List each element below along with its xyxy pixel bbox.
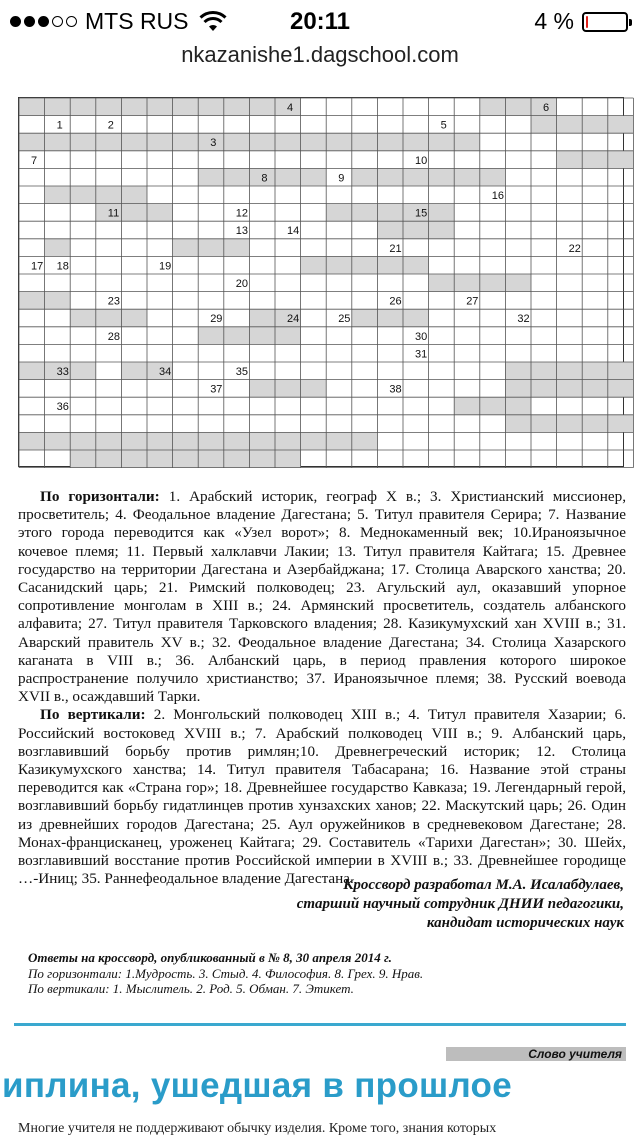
clue-number-27: 27 [466,295,479,308]
section-divider [14,1023,626,1026]
crossword-block [557,151,634,169]
clue-number-34: 34 [159,366,172,378]
crossword-block [505,380,633,398]
address-bar[interactable] [0,42,640,78]
clue-number-32: 32 [517,313,530,326]
clue-number-35: 35 [235,366,249,378]
author-line-3: кандидат исторических наук [426,915,624,931]
clue-number-14: 14 [287,225,300,238]
crossword-block [377,221,454,239]
clue-number-17: 17 [31,260,44,273]
clue-number-38: 38 [389,383,402,396]
author-line-2: старший научный сотрудник ДНИИ педагогики, [296,896,624,912]
answers-vertical: По вертикали: 1. Мыслитель. 2. Род. 5. Обман. 7. Этикет. [28,981,354,997]
url-text[interactable]: nkazanishe1.dagschool.com [181,42,459,67]
clue-number-26: 26 [389,295,402,308]
clues-vertical [18,706,626,888]
crossword-block [454,397,531,415]
author-line-1: Кроссворд разработал М.А. Исалабдулаев, [343,877,624,893]
clue-number-21: 21 [389,242,402,255]
battery-level [586,16,588,28]
crossword-block [326,204,454,222]
clues-vertical-heading: По вертикали: [40,706,146,724]
clock: 20:11 [289,8,351,35]
clues-horizontal-heading: По горизонтали: [40,488,160,505]
answers-block [28,950,618,997]
clue-number-29: 29 [210,313,223,326]
clues-horizontal-body: 1. Арабский историк, географ X в.; 3. Христианский миссионер, просветитель; 4. Феодальное владение Дагестана; 5. Титул правителя Серира; 7. Название этого города переводится как «Узел ворот»; 8. Меднокаменный век; 10.Ираноязычное кочевое племя; 11. Первый халклавчи Лакии; 13. Титул правителя Кайтага; 15. Древнее государство на территории Дагестана и Азербайджана; 17. Столица Аварского ханства; 20. Сасанидский царь; 21. Римский полководец; 23. Агульский аул, оказавший упорное сопротивление монголам в XIII в.; 24. Армянский просветитель, создатель албанского алфавита; 27. Титул правителя Тарковского владения; 28. Казикумухский хан XVIII в.; 31. Аварский правитель XV в.; 32. Феодальное владение Дагестана; 34. Столица Хазарского каганата в VIII в.; 36. Албанский царь, в период правления которого широкое распространение получило христианство; 37. Ираноязычное племя; 38. Русский воевода XVII в., осаждавший Тарки. [18,488,627,706]
clue-number-15: 15 [415,207,428,220]
clue-number-36: 36 [56,401,69,414]
clue-number-11: 11 [107,207,120,220]
clue-number-30: 30 [415,330,428,343]
clue-number-2: 2 [107,119,114,132]
cut-off-text: Многие учителя не поддерживают обычку изделия. Кроме того, знания которых [18,1121,497,1136]
author-credit [297,876,624,933]
crossword-block [249,380,326,398]
clue-number-19: 19 [159,260,172,273]
section-tag: Слово учителя [446,1047,626,1061]
status-bar [0,0,640,42]
clue-number-22: 22 [568,242,581,255]
article-headline: иплина, ушедшая в прошлое [2,1066,512,1105]
crossword-block [70,309,147,327]
clue-number-12: 12 [235,207,249,220]
status-right [534,8,628,35]
clues-horizontal [18,488,626,706]
clue-number-28: 28 [107,330,121,343]
clues-text [18,488,626,888]
clues-vertical-body: 2. Монгольский полководец XIII в.; 4. Титул правителя Хазарии; 6. Российский востоковед XVIII в.; 7. Арабский полководец VIII в.; 9. Албанский царь, возглавивший борьбу против римлян;10. Древнегреческий историк; 12. Столица Казикумухского ханства; 14. Титул правителя Табасарана; 16. Название этой страны переводится как «Страна гор»; 18. Древнейшее государство Кавказа; 19. Легендарный герой, возглавивший борьбу гидатлинцев против хунзахских ханов; 22. Маскутский царь; 26. Один из древнейших городов Дагестана; 25. Аул оружейников в средневековом Дагестане; 28. Монах-францисканец, уроженец Кайтага; 29. Составитель «Тарихи Дагестан»; 30. Шейх, возглавивший восстание против Российской империи в XVIII в.; 33. Древнейшее городище …-Иниц; 35. Раннефеодальное владение Дагестана. [18,706,627,888]
battery-icon [582,12,628,32]
crossword-block [70,450,300,468]
crossword-block [173,239,250,257]
clue-number-24: 24 [287,313,300,326]
answers-heading: Ответы на кроссворд, опубликованный в № 8, 30 апреля 2014 г. [28,950,392,965]
crossword-block [352,309,429,327]
crossword-block [505,362,633,380]
clue-number-33: 33 [56,366,69,378]
clue-number-10: 10 [415,154,428,167]
battery-percent: 4 % [534,8,574,34]
clue-number-5: 5 [440,119,447,132]
crossword-grid [18,97,624,467]
crossword-svg [19,98,623,466]
clue-number-8: 8 [261,172,268,185]
crossword-block [301,133,480,151]
clue-number-3: 3 [210,137,217,150]
clue-number-4: 4 [287,102,294,114]
crossword-block [19,98,301,116]
clue-number-25: 25 [338,313,351,326]
crossword-block [505,415,633,433]
page-content [0,84,640,1136]
clue-number-20: 20 [235,278,249,290]
clue-number-6: 6 [543,102,550,114]
clue-number-31: 31 [415,348,428,361]
crossword-block [45,239,71,257]
clue-number-1: 1 [56,119,63,132]
clue-number-37: 37 [210,383,223,396]
clue-number-9: 9 [338,172,345,185]
clue-number-16: 16 [491,190,505,202]
clue-number-18: 18 [56,260,69,273]
carrier-name: MTS RUS [85,8,189,34]
answers-horizontal: По горизонтали: 1.Мудрость. 3. Стыд. 4. Философия. 8. Грех. 9. Нрав. [28,965,424,981]
clue-number-7: 7 [31,154,38,167]
clue-number-13: 13 [235,225,249,238]
clue-number-23: 23 [107,295,121,308]
